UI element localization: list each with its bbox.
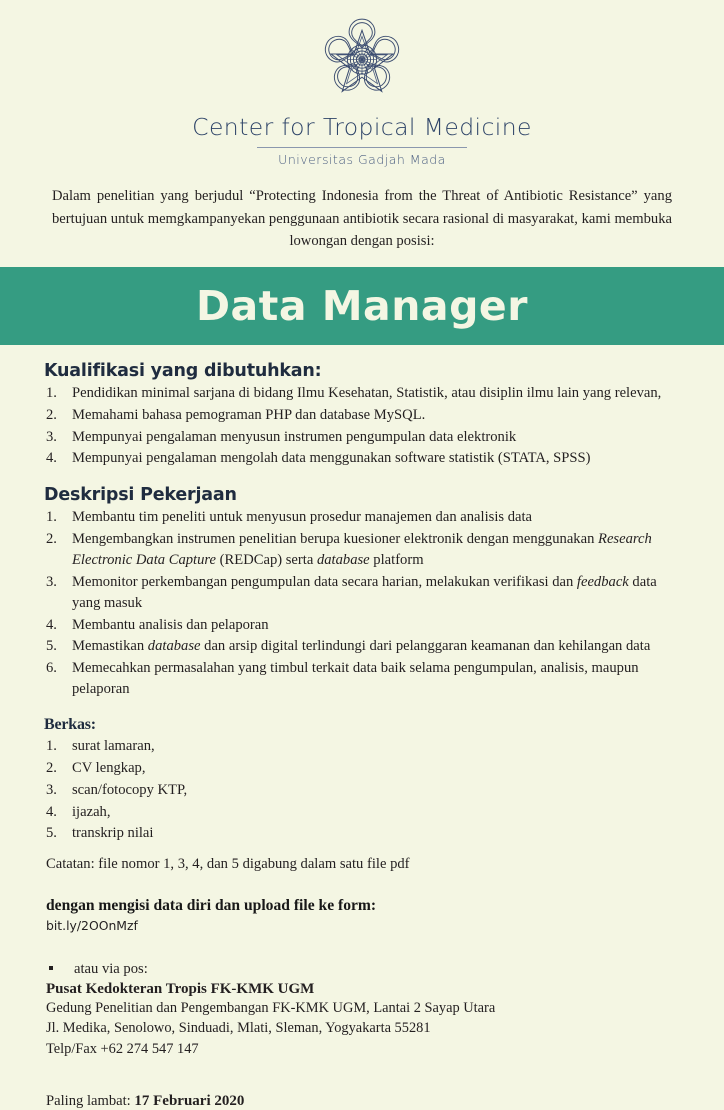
header-logo-area (0, 0, 724, 105)
square-bullet-icon (49, 966, 53, 970)
qualifications-list (44, 383, 672, 469)
list-item-text: scan/fotocopy KTP, (72, 781, 188, 798)
list-item-text: surat lamaran, (72, 738, 155, 754)
list-item (44, 427, 672, 448)
list-item (44, 405, 672, 426)
documents-note: Catatan: file nomor 1, 3, 4, dan 5 digabung dalam satu file pdf (46, 856, 410, 873)
list-item (44, 572, 672, 614)
intro-paragraph: Dalam penelitian yang berjudul “Protecting Indonesia from the Threat of Antibiotic Resistance” yang bertujuan untuk memgkampanyekan penggunaan antibiotik secara rasional di masyarakat, kami membuka lowongan dengan posisi: (52, 188, 672, 250)
list-item-text: CV lengkap, (72, 759, 146, 776)
list-item-marker: 4. (46, 803, 57, 820)
list-item-marker: 3. (46, 573, 57, 590)
list-item-text: Memastikan database dan arsip digital terlindungi dari pelanggaran keamanan dan kehilangan data (72, 638, 651, 655)
list-item-text: Mempunyai pengalaman mengolah data menggunakan software statistik (STATA, SPSS) (72, 450, 591, 467)
list-item-marker: 2. (46, 406, 57, 423)
list-item-marker: 6. (46, 660, 57, 677)
alt-channel-label: atau via pos: (74, 961, 148, 978)
address-line-1: Gedung Penelitian dan Pengembangan FK-KMK UGM, Lantai 2 Sayap Utara (46, 999, 496, 1016)
list-item-text: Membantu analisis dan pelaporan (72, 616, 269, 633)
list-item (44, 507, 672, 528)
org-title: Center for Tropical Medicine (192, 113, 532, 141)
list-item (44, 736, 672, 757)
list-item-text: Membantu tim peneliti untuk menyusun prosedur manajemen dan analisis data (72, 509, 533, 526)
list-item-marker: 1. (46, 738, 57, 754)
application-form-link[interactable]: bit.ly/2OOnMzf (46, 918, 138, 934)
apply-heading: dengan mengisi data diri dan upload file ke form: (46, 897, 377, 915)
list-item (44, 780, 672, 801)
list-item (44, 658, 672, 700)
job-description-list (44, 507, 672, 700)
documents-list (44, 736, 672, 844)
list-item (44, 615, 672, 636)
deadline-line (46, 1093, 672, 1110)
position-title: Data Manager (196, 281, 528, 330)
deadline-date: 17 Februari 2020 (134, 1093, 245, 1110)
job-description-heading: Deskripsi Pekerjaan (44, 485, 237, 506)
ugm-rosette-emblem-icon (319, 14, 405, 100)
qualifications-heading: Kualifikasi yang dibutuhkan: (44, 360, 322, 381)
position-banner (0, 267, 724, 345)
list-item-marker: 2. (46, 759, 57, 776)
list-item-text: Memecahkan permasalahan yang timbul terkait data baik selama pengumpulan, analisis, maupun pelaporan (72, 660, 639, 698)
documents-heading: Berkas: (44, 716, 96, 733)
list-item (44, 758, 672, 779)
deadline-label: Paling lambat: (46, 1093, 131, 1110)
list-item-text: transkrip nilai (72, 825, 154, 842)
address-line-2: Jl. Medika, Senolowo, Sinduadi, Mlati, Sleman, Yogyakarta 55281 (46, 1020, 431, 1037)
org-subtitle: Universitas Gadjah Mada (278, 152, 446, 167)
list-item (44, 636, 672, 657)
list-item-marker: 1. (46, 509, 57, 526)
list-item-marker: 4. (46, 616, 57, 633)
list-item-text: Memahami bahasa pemograman PHP dan database MySQL. (72, 406, 426, 423)
list-item-text: Pendidikan minimal sarjana di bidang Ilmu Kesehatan, Statistik, atau disiplin ilmu lain yang relevan, (72, 384, 662, 401)
list-item (44, 529, 672, 571)
address-line-3: Telp/Fax +62 274 547 147 (46, 1040, 199, 1057)
list-item-marker: 5. (46, 638, 57, 655)
list-item-marker: 4. (46, 450, 57, 467)
list-item-text: ijazah, (72, 803, 111, 820)
list-item-text: Mengembangkan instrumen penelitian berupa kuesioner elektronik dengan menggunakan Research Electronic Data Capture (REDCap) serta database platform (72, 531, 652, 568)
list-item-text: Memonitor perkembangan pengumpulan data secara harian, melakukan verifikasi dan feedback data yang masuk (72, 573, 657, 611)
list-item-marker: 1. (46, 384, 57, 401)
list-item (44, 448, 672, 469)
list-item-marker: 2. (46, 531, 57, 548)
office-name: Pusat Kedokteran Tropis FK-KMK UGM (46, 980, 315, 997)
org-divider (257, 147, 467, 148)
list-item-marker: 5. (46, 825, 57, 842)
alt-channel-line (46, 959, 672, 979)
list-item-marker: 3. (46, 781, 57, 798)
list-item-marker: 3. (46, 428, 57, 445)
list-item-text: Mempunyai pengalaman menyusun instrumen pengumpulan data elektronik (72, 428, 517, 445)
list-item (44, 802, 672, 823)
list-item (44, 823, 672, 844)
list-item (44, 383, 672, 404)
